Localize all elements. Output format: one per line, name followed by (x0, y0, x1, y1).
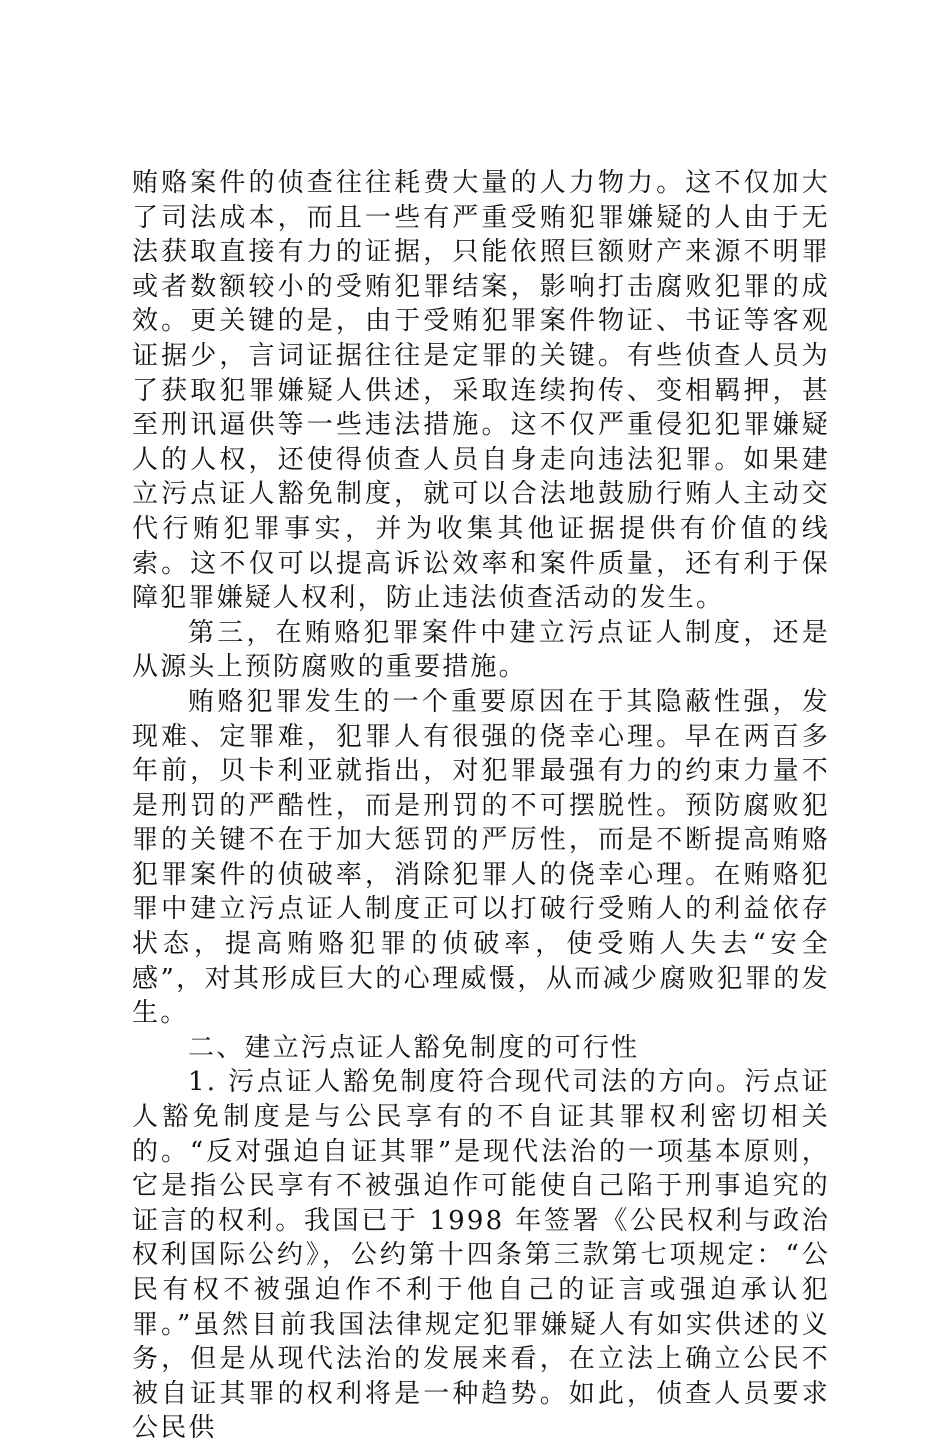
section-heading-feasibility: 二、建立污点证人豁免制度的可行性 (188, 1032, 640, 1063)
paragraph-modern-justice-direction: 1. 污点证人豁免制度符合现代司法的方向。污点证人豁免制度是与公民享有的不自证其罪权利密切相关的。“反对强迫自证其罪”是现代法治的一项基本原则，它是指公民享有不被强迫作可能使自己陷于刑事追究的证言的权利。我国已于 1998 年签署《公民权利与政治权利国际公约》，公约第十四条第三款第七项规定：“公民有权不被强迫作不利于他自己的证言或强迫承认犯罪。”虽然目前我国法律规定犯罪嫌疑人有如实供述的义务，但是从现代法治的发展来看，在立法上确立公民不被自证其罪的权利将是一种趋势。如此，侦查人员要求公民供 (132, 1067, 830, 1444)
paragraph-bribery-investigation-cost: 贿赂案件的侦查往往耗费大量的人力物力。这不仅加大了司法成本，而且一些有严重受贿犯罪嫌疑的人由于无法获取直接有力的证据，只能依照巨额财产来源不明罪或者数额较小的受贿犯罪结案，影响打击腐败犯罪的成效。更关键的是，由于受贿犯罪案件物证、书证等客观证据少，言词证据往往是定罪的关键。有些侦查人员为了获取犯罪嫌疑人供述，采取连续拘传、变相羁押，甚至刑讯逼供等一些违法措施。这不仅严重侵犯犯罪嫌疑人的人权，还使得侦查人员自身走向违法犯罪。如果建立污点证人豁免制度，就可以合法地鼓励行贿人主动交代行贿犯罪事实，并为收集其他证据提供有价值的线索。这不仅可以提高诉讼效率和案件质量，还有利于保障犯罪嫌疑人权利，防止违法侦查活动的发生。 (132, 168, 830, 614)
document-page (132, 166, 830, 1446)
paragraph-prevention-reason: 贿赂犯罪发生的一个重要原因在于其隐蔽性强，发现难、定罪难，犯罪人有很强的侥幸心理。早在两百多年前，贝卡利亚就指出，对犯罪最强有力的约束力量不是刑罚的严酷性，而是刑罚的不可摆脱性。预防腐败犯罪的关键不在于加大惩罚的严厉性，而是不断提高贿赂犯罪案件的侦破率，消除犯罪人的侥幸心理。在贿赂犯罪中建立污点证人制度正可以打破行受贿人的利益依存状态，提高贿赂犯罪的侦破率，使受贿人失去“安全感”，对其形成巨大的心理威慑，从而减少腐败犯罪的发生。 (132, 686, 830, 1029)
paragraph-third-point: 第三，在贿赂犯罪案件中建立污点证人制度，还是从源头上预防腐败的重要措施。 (132, 617, 830, 683)
